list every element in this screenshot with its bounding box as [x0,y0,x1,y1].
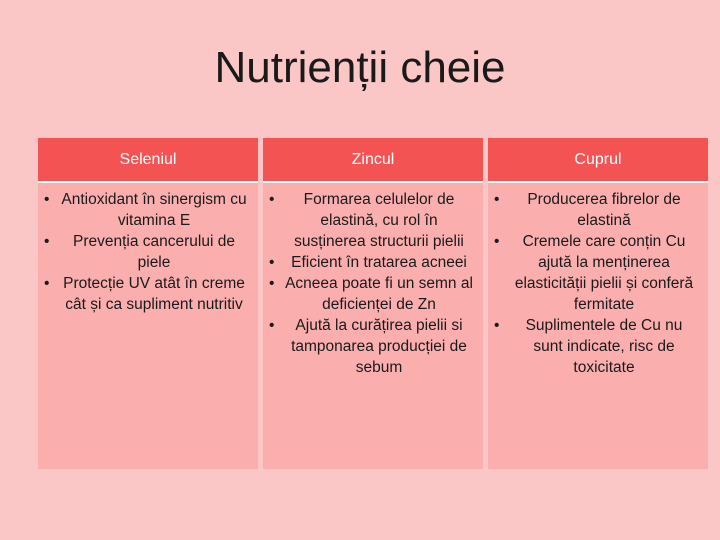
column-body [263,181,483,469]
bullet-item: • Ajută la curățirea pielii si tamponarea producției de sebum [269,315,473,378]
column-zincul [263,138,483,469]
column-header: Zincul [263,138,483,181]
bullet-item: • Suplimentele de Cu nu sunt indicate, risc de toxicitate [494,315,698,378]
column-body [488,181,708,469]
slide-title: Nutrienții cheie [214,43,506,92]
column-header: Cuprul [488,138,708,181]
column-header: Seleniul [38,138,258,181]
column-body [38,181,258,469]
bullet-item: • Cremele care conțin Cu ajută la menținerea elasticității pielii și conferă fermitate [494,231,698,315]
bullet-item: • Prevenția cancerului de piele [44,231,248,273]
column-seleniul [38,138,258,469]
bullet-item: • Antioxidant în sinergism cu vitamina E [44,189,248,231]
bullet-item: • Acneea poate fi un semn al deficienței de Zn [269,273,473,315]
bullet-item: • Producerea fibrelor de elastină [494,189,698,231]
column-cuprul [488,138,708,469]
bullet-item: • Formarea celulelor de elastină, cu rol în susținerea structurii pielii [269,189,473,252]
bullet-list [494,189,698,378]
bullet-list [269,189,473,378]
bullet-item: • Eficient în tratarea acneei [269,252,473,273]
bullet-item: • Protecție UV atât în creme cât și ca supliment nutritiv [44,273,248,315]
bullet-list [44,189,248,315]
